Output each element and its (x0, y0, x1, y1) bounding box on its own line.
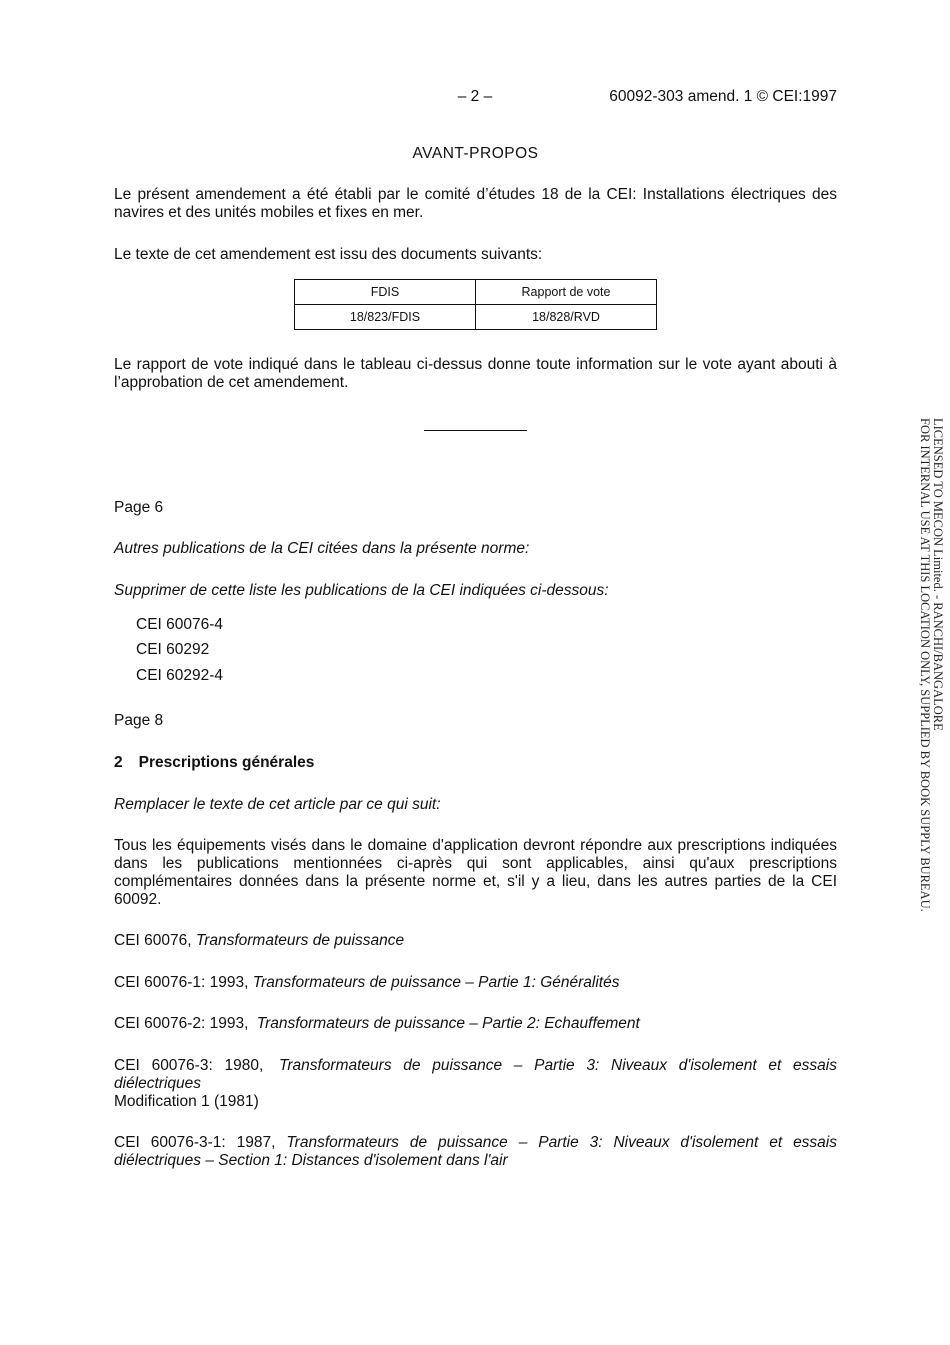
document-reference: 60092-303 amend. 1 © CEI:1997 (609, 88, 837, 105)
table-header-vote-report: Rapport de vote (476, 280, 657, 305)
reference-item (114, 974, 837, 992)
page-8-label: Page 8 (114, 712, 164, 729)
reference-title: Transformateurs de puissance – Partie 2: Echauffement (256, 1015, 640, 1032)
reference-title: Transformateurs de puissance – Partie 3: Niveaux d'isolement et essais diélectriques – Section 1: Distances d'isolement dans l'air (114, 1134, 837, 1169)
list-item: CEI 60292-4 (136, 667, 224, 684)
license-line-2: FOR INTERNAL USE AT THIS LOCATION ONLY, SUPPLIED BY BOOK SUPPLY BUREAU. (918, 418, 932, 912)
page-6-heading: Autres publications de la CEI citées dans la présente norme: (114, 540, 530, 557)
section-divider (424, 430, 527, 431)
reference-code: CEI 60076, (114, 932, 192, 949)
reference-item (114, 1015, 837, 1033)
page-6-instruction: Supprimer de cette liste les publications de la CEI indiquées ci-dessous: (114, 582, 609, 599)
foreword-paragraph-1: Le présent amendement a été établi par le comité d’études 18 de la CEI: Installations électriques des navires et des unités mobiles et fixes en mer. (114, 186, 837, 221)
clause-body: Tous les équipements visés dans le domaine d'application devront répondre aux prescriptions indiquées dans les publications mentionnées ci-après qui sont applicables, ainsi qu'aux prescriptions complémentaires données dans la présente norme et, s'il y a lieu, dans les autres parties de la CEI 60092. (114, 837, 837, 908)
table-cell-fdis: 18/823/FDIS (295, 305, 476, 330)
clause-heading (114, 754, 837, 772)
page-number: – 2 – (457, 88, 493, 105)
table-header-row (295, 280, 657, 305)
reference-code: CEI 60076-3: 1980, (114, 1057, 264, 1074)
clause-title: Prescriptions générales (138, 754, 315, 771)
clause-instruction: Remplacer le texte de cet article par ce qui suit: (114, 796, 441, 813)
reference-code: CEI 60076-2: 1993, (114, 1015, 249, 1032)
reference-item (114, 932, 837, 950)
foreword-paragraph-3: Le rapport de vote indiqué dans le tableau ci-dessus donne toute information sur le vote ayant abouti à l’approbation de cet amendement. (114, 356, 837, 391)
list-item: CEI 60076-4 (136, 616, 224, 633)
documents-table (294, 279, 657, 330)
foreword-paragraph-2: Le texte de cet amendement est issu des documents suivants: (114, 246, 543, 263)
list-item: CEI 60292 (136, 641, 210, 658)
reference-note: Modification 1 (1981) (114, 1093, 259, 1110)
table-header-fdis: FDIS (295, 280, 476, 305)
reference-code: CEI 60076-3-1: 1987, (114, 1134, 276, 1151)
reference-item (114, 1134, 837, 1170)
reference-title: Transformateurs de puissance – Partie 1: Généralités (252, 974, 620, 991)
reference-code: CEI 60076-1: 1993, (114, 974, 249, 991)
clause-number: 2 (114, 754, 123, 771)
reference-item (114, 1057, 837, 1093)
page-6-label: Page 6 (114, 499, 164, 516)
license-line-1: LICENSED TO MECON Limited. - RANCHI/BANGALORE (931, 418, 945, 731)
foreword-title: AVANT-PROPOS (412, 145, 539, 162)
license-notice (918, 418, 944, 912)
table-row (295, 305, 657, 330)
reference-title: Transformateurs de puissance (195, 932, 405, 949)
table-cell-rvd: 18/828/RVD (476, 305, 657, 330)
reference-title: Transformateurs de puissance – Partie 3: Niveaux d'isolement et essais diélectriques (114, 1057, 837, 1092)
